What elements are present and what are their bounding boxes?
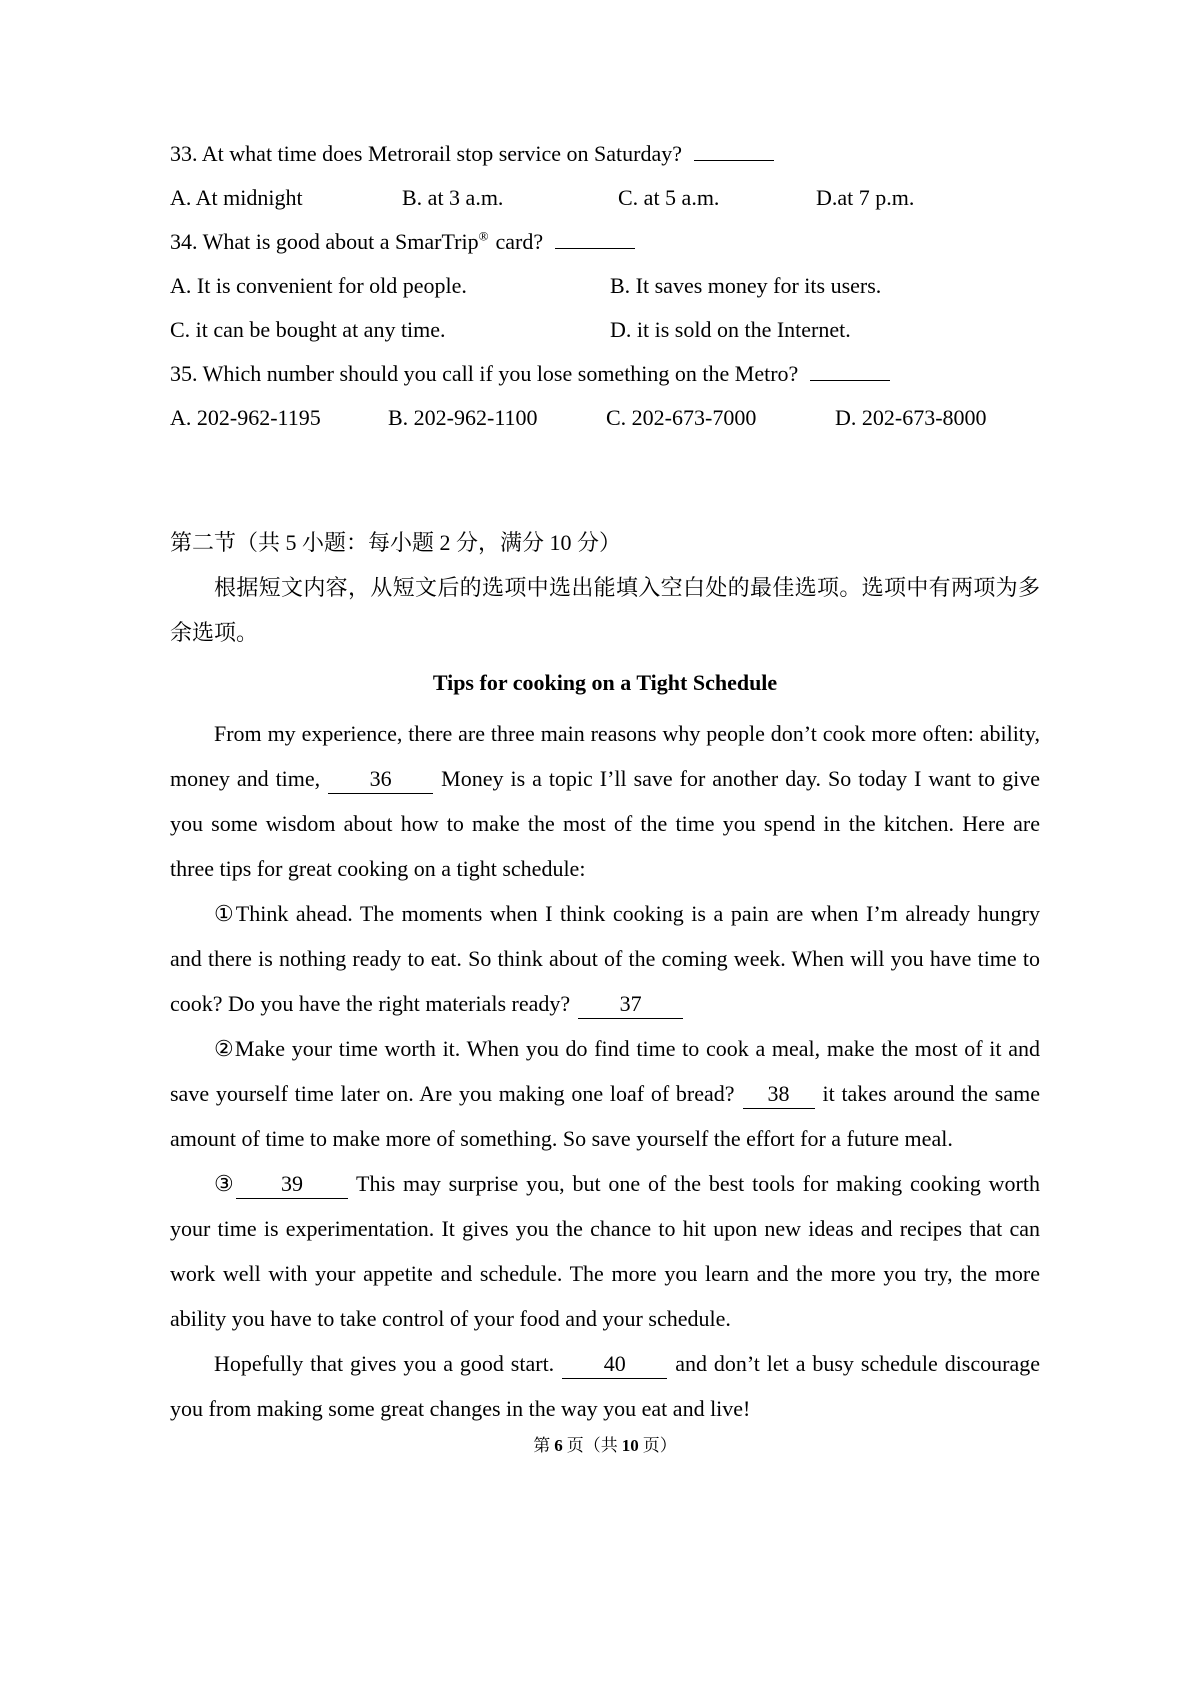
passage-paragraph-1 [170,711,1040,891]
question-33-answer-blank [694,138,774,161]
question-34-text-tail: card? [495,229,544,254]
paragraph-5-text-1: Hopefully that gives you a good start. [214,1351,555,1376]
section-two-header: 第二节（共 5 小题：每小题 2 分，满分 10 分） [170,530,622,555]
section-two-instructions: 根据短文内容，从短文后的选项中选出能填入空白处的最佳选项。选项中有两项为多余选项。 [170,575,1040,645]
question-35-text: 35. Which number should you call if you lose something on the Metro? [170,361,799,386]
paragraph-5-text-2: and don’t let a busy schedule discourage you from making some great changes in the way you eat and live! [170,1351,1040,1421]
reading-questions-block [170,132,1040,440]
blank-38: 38 [743,1080,815,1109]
question-33-text: 33. At what time does Metrorail stop service on Saturday? [170,141,682,166]
paragraph-4-marker: ③ [214,1171,237,1196]
footer-total-pages: 10 [621,1436,639,1455]
paragraph-3-text-1: ②Make your time worth it. When you do find time to cook a meal, make the most of it and save yourself time later on. Are you making one loaf of bread? [170,1036,1040,1106]
blank-37: 37 [578,990,683,1019]
option-35-b: B. 202-962-1100 [388,405,538,430]
cloze-passage [170,660,1040,1431]
option-34-b: B. It saves money for its users. [610,273,882,298]
option-34-c: C. it can be bought at any time. [170,317,446,342]
question-33 [170,132,1040,176]
passage-title: Tips for cooking on a Tight Schedule [432,670,778,695]
question-34-options-row2 [170,308,1040,352]
option-35-a: A. 202-962-1195 [170,405,321,430]
footer-suffix: 页） [642,1436,677,1455]
blank-36: 36 [328,765,433,794]
paragraph-3-text-2: it takes around the same amount of time to make more of something. So save yourself the effort for a future meal. [170,1081,1040,1151]
question-35-options [170,396,1040,440]
question-34-text: 34. What is good about a SmarTrip [170,229,479,254]
option-34-d: D. it is sold on the Internet. [610,317,851,342]
option-35-c: C. 202-673-7000 [606,405,757,430]
option-35-d: D. 202-673-8000 [835,405,987,430]
option-34-a: A. It is convenient for old people. [170,273,467,298]
question-33-options [170,176,1040,220]
passage-paragraph-2 [170,891,1040,1026]
question-35 [170,352,1040,396]
section-two-block [170,520,1040,1431]
paragraph-1-text-1: From my experience, there are three main reasons why people don’t cook more often: ability, money and time, [170,721,1040,791]
option-33-b: B. at 3 a.m. [402,185,504,210]
page-footer [170,1433,1040,1459]
passage-paragraph-3 [170,1026,1040,1161]
option-33-a: A. At midnight [170,185,303,210]
paragraph-2-text-1: ①Think ahead. The moments when I think cooking is a pain are when I’m already hungry and there is nothing ready to eat. So think about of the coming week. When will you have time to cook? Do you have the right materials ready? [170,901,1040,1016]
blank-39: 39 [236,1170,348,1199]
option-33-c: C. at 5 a.m. [618,185,720,210]
footer-middle: 页（共 [566,1436,618,1455]
paragraph-4-text-1: This may surprise you, but one of the best tools for making cooking worth your time is experimentation. It gives you the chance to hit upon new ideas and recipes that can work well with your appetite and schedule. The more you learn and the more you try, the more ability you have to take control of your food and your schedule. [170,1171,1040,1331]
footer-page-number: 6 [554,1436,563,1455]
blank-40: 40 [562,1350,667,1379]
question-34 [170,220,1040,264]
option-33-d: D.at 7 p.m. [816,185,915,210]
passage-paragraph-4 [170,1161,1040,1341]
question-34-options-row1 [170,264,1040,308]
question-34-answer-blank [555,226,635,249]
passage-paragraph-5 [170,1341,1040,1431]
footer-prefix: 第 [533,1436,551,1455]
registered-trademark-symbol: ® [478,228,489,244]
paragraph-1-text-2: Money is a topic I’ll save for another day. So today I want to give you some wisdom about how to make the most of the time you spend in the kitchen. Here are three tips for great cooking on a tight schedule: [170,766,1040,881]
question-35-answer-blank [810,358,890,381]
